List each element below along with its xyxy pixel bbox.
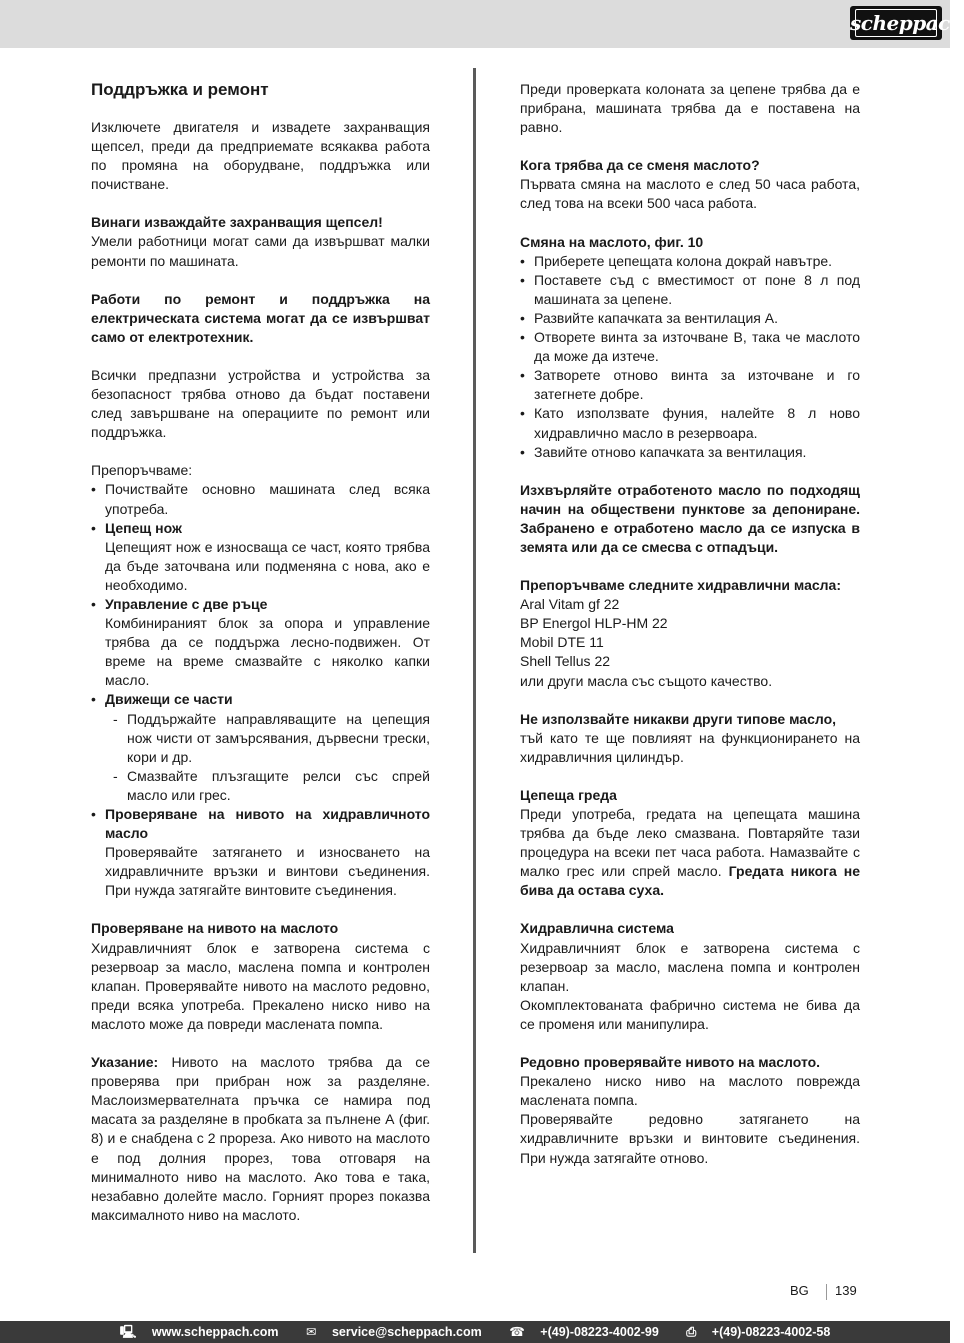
paragraph: Кога трябва да се сменя маслото? Първата смяна на маслото е след 50 часа работа, след това на всеки 500 часа работа. — [520, 157, 860, 212]
left-column — [91, 80, 430, 1225]
envelope-icon: ✉ — [306, 1325, 317, 1339]
fax-icon: ⎙ — [686, 1325, 697, 1339]
footer-bar — [0, 1321, 950, 1343]
list-item: • Завийте отново капачката за вентилация. — [520, 443, 860, 462]
page-info — [790, 1283, 857, 1300]
paragraph: Не използвайте никакви други типове масло, тъй като те ще повлияят на функционирането на хидравличния цилиндър. — [520, 710, 860, 765]
paragraph: Хидравлична система Хидравличният блок е затворена система с резервоар за масло, маслена помпа и контролен клапан. Окомплектованата фабрично система не бива да се променя или манипулира. — [520, 920, 860, 1032]
header-bar — [0, 0, 964, 48]
paragraph: Преди проверката колоната за цепене трябва да е прибрана, машината трябва да е поставена на равно. — [520, 81, 860, 136]
oil-change-steps — [520, 252, 860, 462]
sub-list-item: - Поддържайте направляващите на цепещия нож чисти от замърсявания, дървесни трески, кори и др. — [91, 710, 430, 767]
phone-number: ☎ +(49)-08223-4002-99 — [509, 1325, 659, 1339]
list-item: • Поставете съд с вместимост от поне 8 л под машината за цепене. — [520, 271, 860, 309]
section-title: Поддръжка и ремонт — [91, 80, 269, 99]
list-item: • Цепещ нож Цепещият нож е износваща се част, която трябва да бъде заточвана или подменяна с нова, ако е необходимо. — [91, 519, 430, 595]
paragraph: Цепеща греда Преди употреба, гредата на цепещата машина трябва да бъде леко смазвана. Повтаряйте тази процедура на всеки пет часа работа. Намазвайте с малко грес или спрей масло. Гредата никога не бива да остава суха. — [520, 786, 860, 899]
list-item: • Управление с две ръце Комбинираният блок за опора и управление трябва да се поддържа лесно-подвижен. От време на време смазвайте с няколко капки масло. — [91, 595, 430, 690]
list-item: • Затворете отново винта за източване и го затегнете добре. — [520, 366, 860, 404]
warning-paragraph: Изхвърляйте отработеното масло по подходящ начин на обществени пунктове за депониране. Забранено е отработено масло да се изпуска в земята или да се смесва с отпадъци. — [520, 481, 860, 555]
scheppach-logo: scheppach — [850, 6, 942, 40]
language-code: BG — [790, 1283, 809, 1298]
warning-paragraph: Работи по ремонт и поддръжка на електрическата система могат да се извършват само от електротехник. — [91, 290, 430, 345]
paragraph: Винаги изваждайте захранващия щепсел! Умели работници могат сами да извършват малки ремонти по машината. — [91, 214, 430, 269]
page-number: 139 — [835, 1283, 857, 1298]
paragraph: Проверяване на нивото на маслото Хидравличният блок е затворена система с резервоар за масло, маслена помпа и контролен клапан. Проверявайте нивото на маслото редовно, преди всяка употреба. Прекалено ниско ниво на маслото може да повреди маслената помпа. — [91, 920, 430, 1032]
paragraph: Изключете двигателя и извадете захранващия щепсел, преди да предприемате всякаква работа по промяна на оборудване, поддръжка или почистване. — [91, 119, 430, 193]
recommendation-list — [91, 480, 430, 900]
list-item: • Развийте капачката за вентилация А. — [520, 309, 860, 328]
list-item: • Проверяване на нивото на хидравличното масло Проверявайте затягането и износването на хидравличните връзки и винтови съединения. При нужда затягайте винтовите съединения. — [91, 805, 430, 900]
paragraph: Редовно проверявайте нивото на маслото. Прекалено ниско ниво на маслото поврежда маслената помпа. Проверявайте редовно затягането на хидравличните връзки и винтовите съединения. При нужда затягайте отново. — [520, 1054, 860, 1166]
paragraph: Препоръчваме: — [91, 462, 193, 479]
paragraph: Препоръчваме следните хидравлични масла: Aral Vitam gf 22 BP Energol HLP-HM 22 Mobil DTE 11 Shell Tellus 22 или други масла със същото качество. — [520, 577, 842, 689]
list-item: • Отворете винта за източване В, така че маслото да може да изтече. — [520, 328, 860, 366]
fax-number: ⎙ +(49)-08223-4002-58 — [686, 1325, 831, 1339]
sub-list-item: - Смазвайте плъзгащите релси със спрей масло или грес. — [91, 767, 430, 805]
phone-icon: ☎ — [509, 1325, 525, 1339]
right-column — [520, 80, 860, 1168]
column-divider — [473, 68, 476, 1253]
monitor-icon: 🖳 — [119, 1325, 137, 1339]
list-item: • Движещи се части — [91, 690, 430, 709]
subheading: Смяна на маслото, фиг. 10 — [520, 233, 704, 250]
email-link[interactable]: ✉ service@scheppach.com — [306, 1325, 482, 1339]
list-item: • Приберете цепещата колона докрай навътре. — [520, 252, 860, 271]
web-link[interactable]: 🖳 www.scheppach.com — [119, 1325, 279, 1339]
list-item: • Почиствайте основно машината след всяка употреба. — [91, 480, 430, 518]
paragraph: Всички предпазни устройства и устройства за безопасност трябва отново да бъдат поставени след завършване на операциите по ремонт или поддръжка. — [91, 366, 430, 441]
list-item: • Като използвате фуния, налейте 8 л ново хидравлично масло в резервоара. — [520, 404, 860, 442]
paragraph: Указание: Нивото на маслото трябва да се проверява при прибран нож за разделяне. Маслоизмервателната пръчка се намира под масата за разделяне в пробката за пълнене А (фиг. 8) и е снабдена с 2 прореза. Ако нивото на маслото е под долния прорез, това отговаря на минималното ниво на маслото. Ако това е така, незабавно долейте масло. Горният прорез показва максималното ниво на маслото. — [91, 1054, 430, 1223]
